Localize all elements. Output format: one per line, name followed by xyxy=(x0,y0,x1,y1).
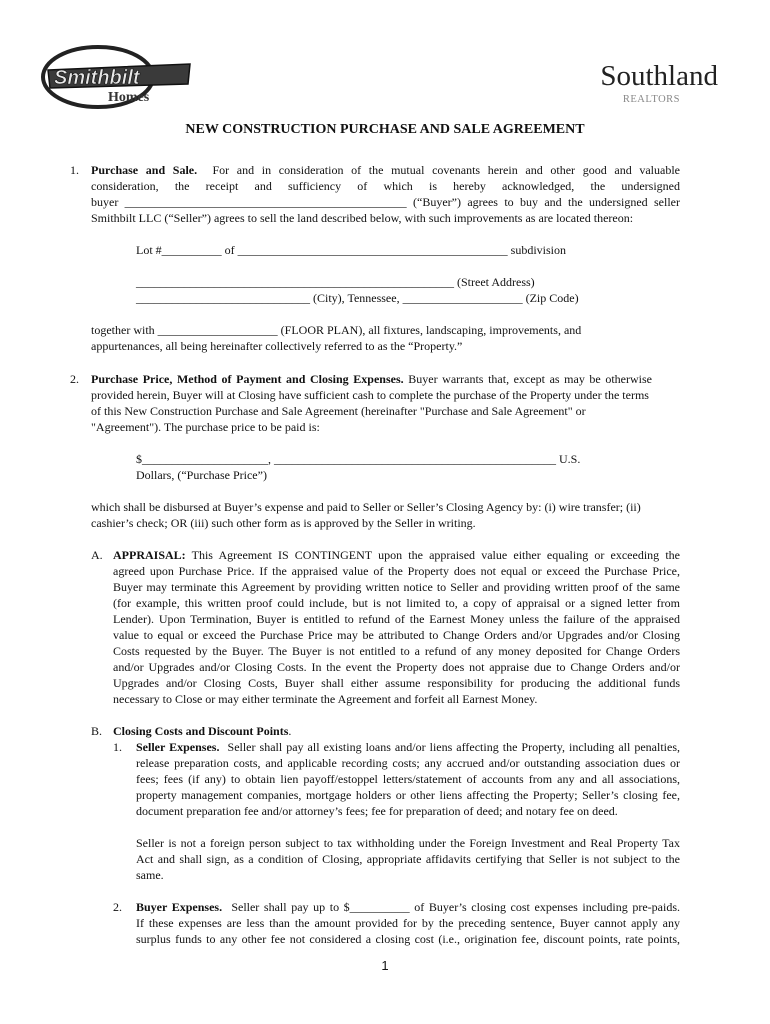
logo-homes-text: Homes xyxy=(108,90,150,105)
section-1-line-4: Smithbilt LLC (“Seller”) agrees to sell the land described below, with such improvements as are located thereon: xyxy=(91,211,634,225)
logo-brand-text: Smithbilt xyxy=(54,67,140,89)
appraisal-letter: A. xyxy=(91,548,103,562)
foreign-person-line-3: same. xyxy=(136,868,164,882)
purchase-price-line: $_____________________, _______________________________________________ U.S. xyxy=(136,452,581,466)
closing-costs-heading: Closing Costs and Discount Points xyxy=(113,724,289,738)
seller-expenses-line-3: fees; fees (if any) to obtain lien payoff/estoppel letters/statement of accounts from any and all associations, xyxy=(136,772,680,786)
seller-expenses-line-5: document preparation fee and/or attorney’s fees; fee for preparation of deed; and notary fee on deed. xyxy=(136,804,618,818)
southland-realtors-logo xyxy=(600,60,718,105)
section-1-line-3: buyer _______________________________________________ (“Buyer”) agrees to buy and the undersigned seller xyxy=(91,195,680,209)
city-zip-line: _____________________________ (City), Tennessee, ____________________ (Zip Code) xyxy=(136,291,579,305)
closing-costs-letter: B. xyxy=(91,724,103,738)
closing-costs-heading-line: Closing Costs and Discount Points. xyxy=(113,724,292,738)
foreign-person-line-2: Act and shall sign, as a condition of Closing, appropriate affidavits certifying that Seller is not subject to the xyxy=(136,852,680,866)
disbursement-line-2: cashier’s check; OR (iii) such other form as is approved by the Seller in writing. xyxy=(91,516,476,530)
purchase-price-label: Dollars, (“Purchase Price”) xyxy=(136,468,267,482)
section-2-number: 2. xyxy=(70,372,79,386)
section-2-line-2: provided herein, Buyer will at Closing have sufficient cash to complete the purchase of the Property under the terms xyxy=(91,388,649,402)
page-number: 1 xyxy=(381,958,389,973)
seller-expenses-line-1 xyxy=(136,739,680,755)
buyer-expenses-line-3: surplus funds to any other fee not considered a closing cost (i.e., origination fee, discount points, rate points, xyxy=(136,932,680,946)
section-2-heading: Purchase Price, Method of Payment and Closing Expenses. xyxy=(91,372,404,386)
section-1-heading: Purchase and Sale. xyxy=(91,163,198,177)
floor-plan-line: together with ____________________ (FLOOR PLAN), all fixtures, landscaping, improvements, and xyxy=(91,323,582,337)
document-title: NEW CONSTRUCTION PURCHASE AND SALE AGREEMENT xyxy=(185,122,585,137)
seller-expenses-line-2: release preparation costs, and applicable recording costs; any accrued and/or outstanding association dues or xyxy=(136,756,680,770)
appraisal-heading: APPRAISAL: xyxy=(113,548,186,562)
appraisal-line-7: Costs requested by the Buyer. The Buyer is not entitled to a refund of any money deposited for Change Orders xyxy=(113,644,680,658)
disbursement-line-1: which shall be disbursed at Buyer’s expense and paid to Seller or Seller’s Closing Agency by: (i) wire transfer; (ii) xyxy=(91,500,641,514)
foreign-person-line-1: Seller is not a foreign person subject to tax withholding under the Foreign Investment and Real Property Tax xyxy=(136,836,680,850)
section-2-line-3: of this New Construction Purchase and Sale Agreement (hereinafter "Purchase and Sale Agreement" or xyxy=(91,404,586,418)
section-2-text-1: Buyer warrants that, except as may be otherwise xyxy=(408,372,653,386)
buyer-expenses-text-1: Seller shall pay up to $__________ of Buyer’s closing cost expenses including pre-paids. xyxy=(231,900,681,914)
seller-expenses-text-1: Seller shall pay all existing loans and/or liens affecting the Property, including all penalties, xyxy=(227,740,680,754)
lot-line: Lot #__________ of _____________________________________________ subdivision xyxy=(136,243,567,257)
section-1-number: 1. xyxy=(70,163,79,177)
seller-expenses-number: 1. xyxy=(113,740,122,754)
buyer-expenses-heading: Buyer Expenses. xyxy=(136,900,223,914)
section-1-line-2: consideration, the receipt and sufficiency of which is hereby acknowledged, the undersigned xyxy=(91,179,680,193)
street-address-line: _____________________________________________________ (Street Address) xyxy=(136,275,535,289)
section-2-line-4: "Agreement"). The purchase price to be paid is: xyxy=(91,420,320,434)
buyer-expenses-line-2: If these expenses are less than the amount provided for by the preceding sentence, Buyer cannot apply any xyxy=(136,916,680,930)
property-definition-line: appurtenances, all being hereinafter collectively referred to as the “Property.” xyxy=(91,339,463,353)
buyer-expenses-line-1 xyxy=(136,899,680,915)
realtor-subtitle: REALTORS xyxy=(622,94,680,105)
appraisal-line-10: necessary to Close or may either terminate the Agreement and forfeit all Earnest Money. xyxy=(113,692,538,706)
seller-expenses-heading: Seller Expenses. xyxy=(136,740,220,754)
appraisal-line-2: agreed upon Purchase Price. If the appraised value of the Property does not equal or exceed the Purchase Price, xyxy=(113,564,680,578)
appraisal-line-5: Lender). Upon Termination, Buyer is entitled to refund of the Earnest Money unless the failure of the appraised xyxy=(113,612,680,626)
buyer-expenses-number: 2. xyxy=(113,900,122,914)
appraisal-line-4: (for example, this written proof could include, but is not limited to, a copy of appraisal or a signed letter from xyxy=(113,596,680,610)
realtor-name: Southland xyxy=(600,60,718,92)
section-1-text-1: For and in consideration of the mutual covenants herein and other good and valuable xyxy=(212,163,681,177)
appraisal-line-8: and/or Upgrades and/or Closing Costs. In the event the Property does not appraise due to Change Orders and/or xyxy=(113,660,680,674)
appraisal-text-1: This Agreement IS CONTINGENT upon the appraised value either equaling or exceeding the xyxy=(191,548,680,562)
appraisal-line-9: Upgrades and/or Closing Costs, Buyer shall either assume responsibility for producing the additional funds xyxy=(113,676,680,690)
section-2-line-1 xyxy=(91,371,652,387)
seller-expenses-line-4: property management companies, mortgage holders or other liens affecting the Property; Seller’s closing fee, xyxy=(136,788,680,802)
appraisal-line-1 xyxy=(113,547,680,563)
appraisal-line-3: Buyer may terminate this Agreement by providing written notice to Seller and providing written proof of the same xyxy=(113,580,680,594)
section-1-line-1 xyxy=(91,162,680,178)
appraisal-line-6: value to equal or exceed the Purchase Price may be attributed to Change Orders and/or Upgrades and/or Closing xyxy=(113,628,680,642)
